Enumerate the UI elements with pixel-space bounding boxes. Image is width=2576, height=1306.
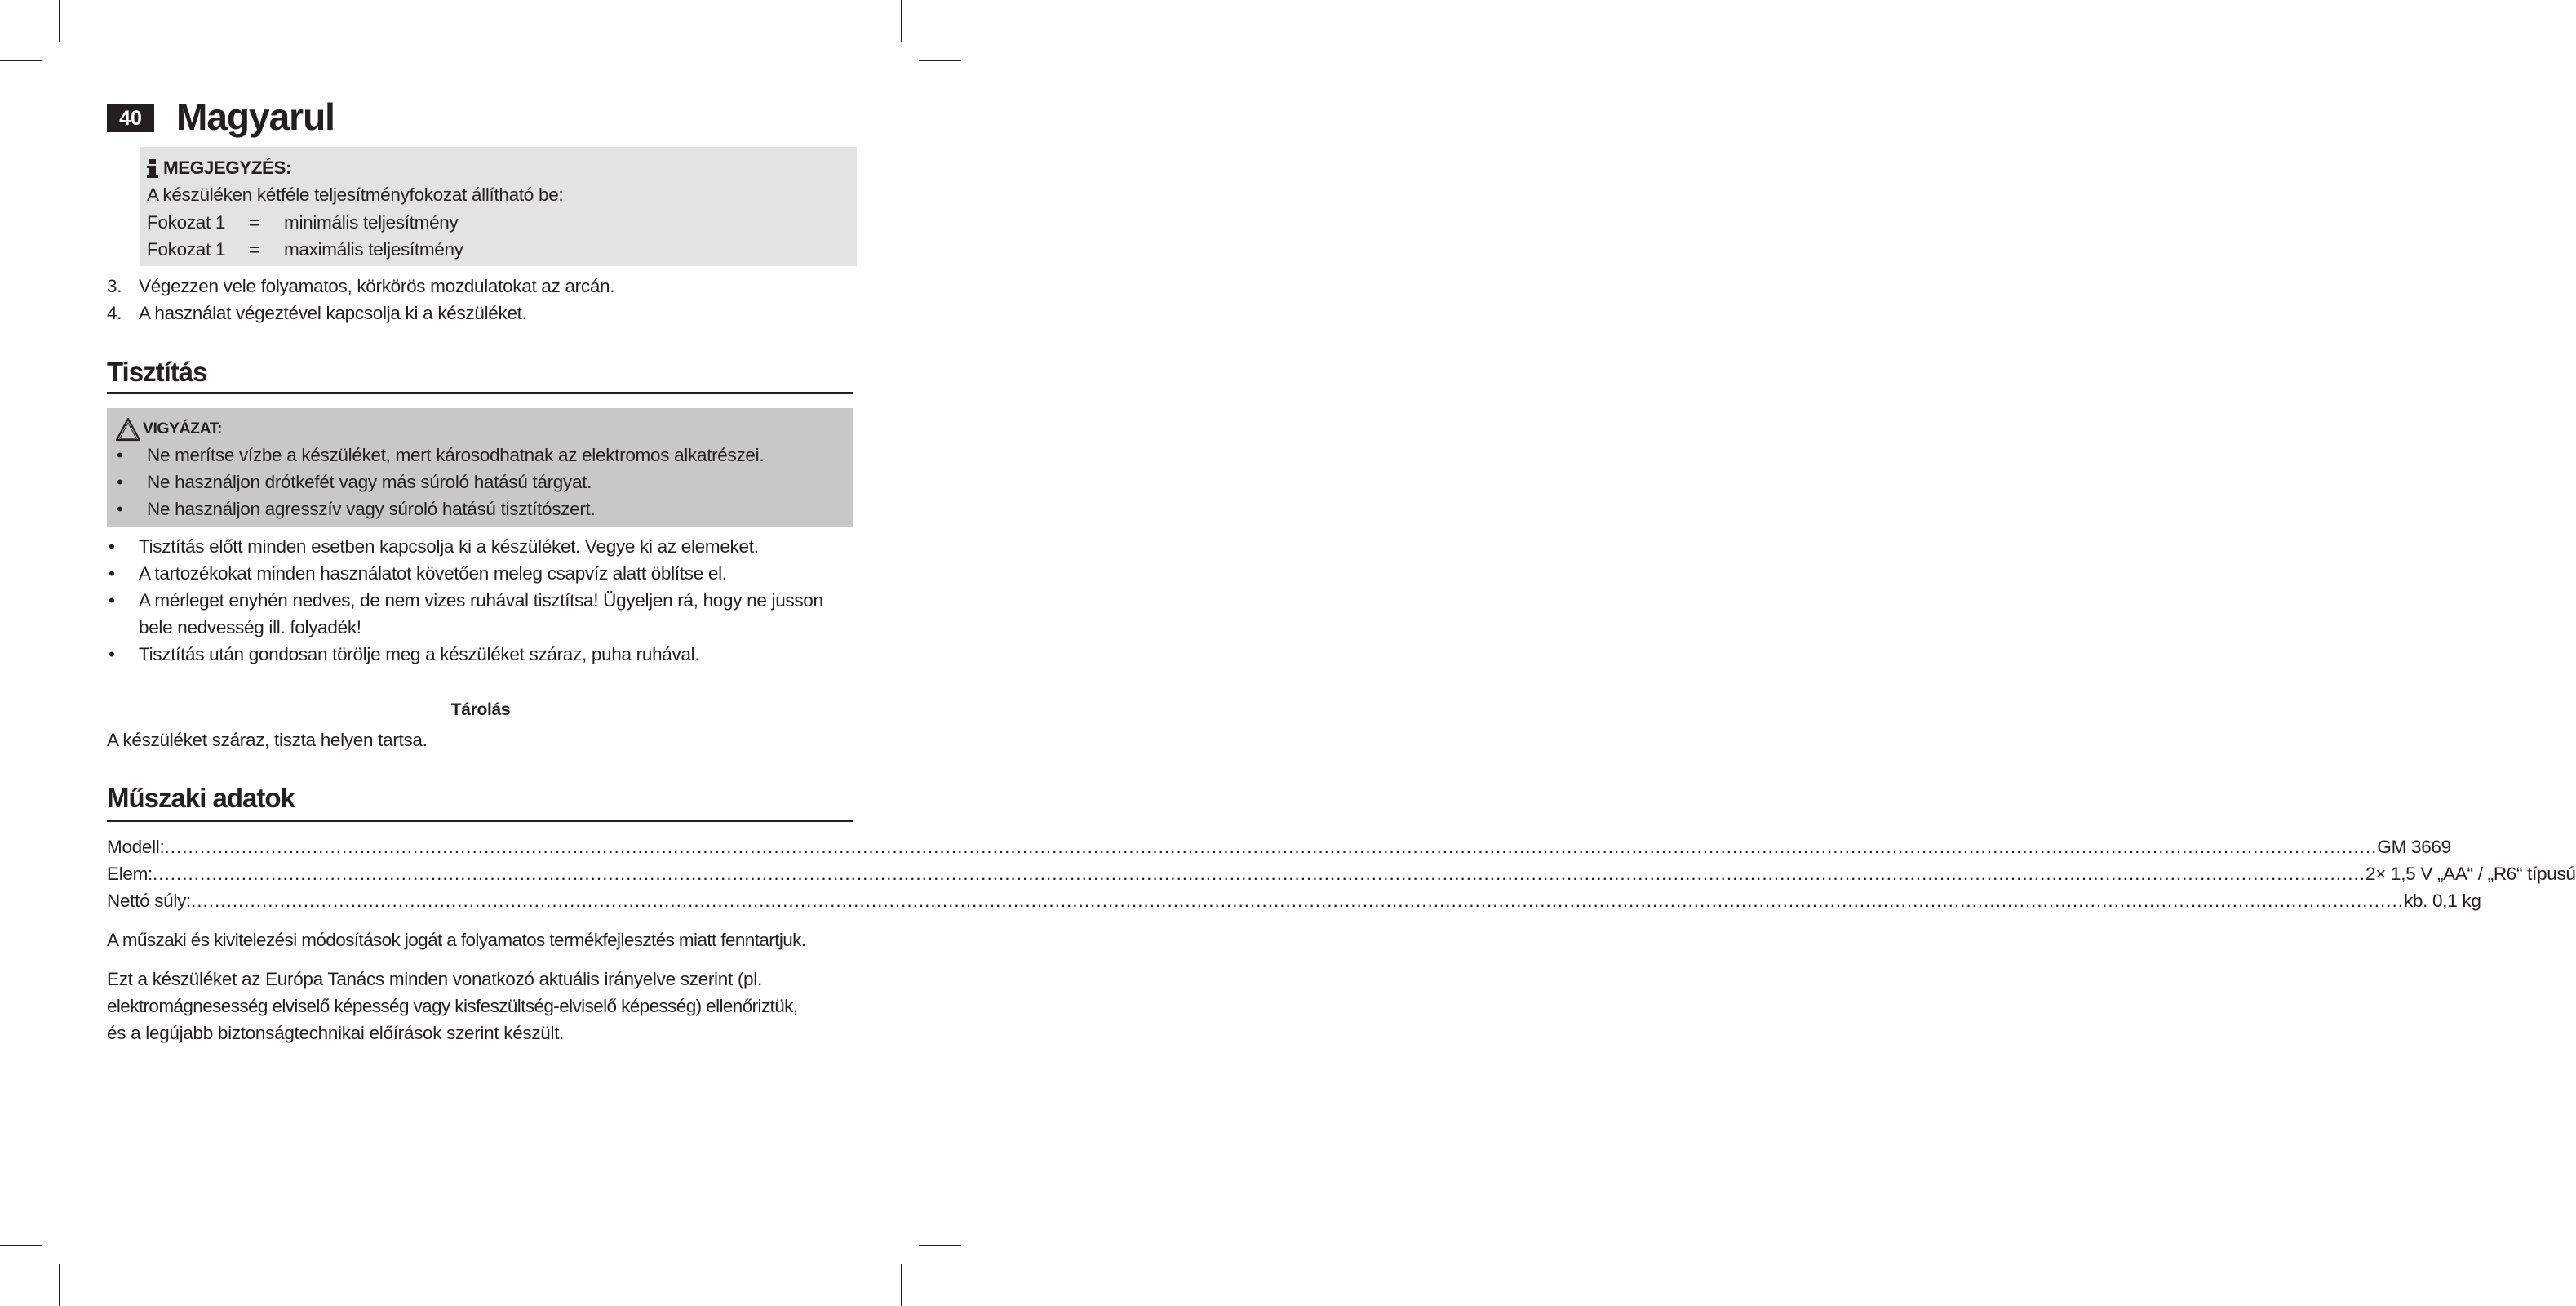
list-item-continuation: bele nedvesség ill. folyadék! — [139, 617, 361, 637]
warning-item: Ne használjon agresszív vagy súroló hatású tisztítószert. — [147, 499, 596, 519]
compliance-line: elektromágnesesség elviselő képesség vagy kisfeszültség-elviselő képesség) ellenőriztük, — [107, 996, 798, 1016]
step-text: A használat végeztével kapcsolja ki a készüléket. — [139, 303, 527, 323]
warning-heading-text: VIGYÁZAT: — [143, 420, 222, 438]
level-desc: minimális teljesítmény — [284, 212, 459, 233]
spec-row — [107, 887, 2481, 914]
crop-mark — [901, 0, 902, 42]
section-title-specs: Műszaki adatok — [107, 783, 295, 813]
crop-mark — [59, 0, 60, 42]
crop-mark — [59, 1264, 60, 1306]
step-number: 3. — [107, 276, 122, 296]
spec-value: kb. 0,1 kg — [2403, 891, 2481, 911]
warning-icon — [115, 417, 141, 442]
bullet-icon: • — [117, 499, 123, 519]
section-rule — [107, 392, 853, 394]
crop-mark — [0, 1245, 42, 1246]
warning-item: Ne használjon drótkefét vagy más súroló hatású tárgyat. — [147, 472, 592, 492]
spec-label: Elem: — [107, 864, 153, 884]
level-label: Fokozat 1 — [147, 239, 226, 260]
section-rule — [107, 820, 853, 822]
note-heading-text: MEGJEGYZÉS: — [163, 158, 292, 178]
bullet-icon: • — [117, 472, 123, 492]
note-intro: A készüléken kétféle teljesítményfokozat állítható be: — [147, 184, 564, 205]
bullet-icon: • — [109, 644, 115, 664]
crop-mark — [919, 1245, 961, 1246]
bullet-icon: • — [109, 563, 115, 584]
step-number: 4. — [107, 303, 122, 323]
bullet-icon: • — [117, 445, 123, 465]
compliance-line: és a legújabb biztonságtechnikai előírások szerint készült. — [107, 1023, 565, 1043]
section-title-cleaning: Tisztítás — [107, 357, 207, 387]
leader-dots: ...................................................................................................................................................................................................................................................................................................................................................................................... — [191, 891, 2404, 911]
spec-value: GM 3669 — [2377, 837, 2451, 857]
crop-mark — [0, 60, 42, 61]
list-item: Tisztítás után gondosan törölje meg a készüléket száraz, puha ruhával. — [139, 644, 700, 664]
spec-value: 2× 1,5 V „AA“ / „R6“ típusú — [2365, 864, 2576, 884]
page-title: Magyarul — [176, 96, 335, 138]
storage-text: A készüléket száraz, tiszta helyen tartsa. — [107, 730, 428, 750]
bullet-icon: • — [109, 590, 115, 611]
spec-label: Modell: — [107, 837, 165, 857]
step-text: Végezzen vele folyamatos, körkörös mozdulatokat az arcán. — [139, 276, 615, 296]
leader-dots: ...................................................................................................................................................................................................................................................................................................................................................................................... — [164, 837, 2378, 857]
crop-mark — [919, 60, 961, 61]
list-item: A tartozékokat minden használatot követően meleg csapvíz alatt öblítse el. — [139, 563, 727, 584]
disclaimer-text: A műszaki és kivitelezési módosítások jogát a folyamatos termékfejlesztés miatt fenntartjuk. — [107, 930, 806, 950]
spec-row — [107, 833, 2451, 860]
list-item: A mérleget enyhén nedves, de nem vizes ruhával tisztítsa! Ügyeljen rá, hogy ne jusson — [139, 590, 823, 611]
level-eq: = — [249, 212, 259, 233]
info-icon — [147, 158, 158, 179]
spec-label: Nettó súly: — [107, 891, 191, 911]
note-heading — [147, 154, 291, 181]
warning-heading — [115, 415, 222, 442]
storage-title: Tárolás — [450, 700, 511, 719]
warning-item: Ne merítse vízbe a készüléket, mert károsodhatnak az elektromos alkatrészei. — [147, 445, 765, 465]
compliance-line: Ezt a készüléket az Európa Tanács minden vonatkozó aktuális irányelve szerint (pl. — [107, 969, 762, 989]
spec-row — [107, 860, 2576, 887]
level-eq: = — [249, 239, 259, 260]
level-label: Fokozat 1 — [147, 212, 226, 233]
leader-dots: ...................................................................................................................................................................................................................................................................................................................................................................................... — [153, 864, 2365, 884]
level-desc: maximális teljesítmény — [284, 239, 463, 260]
page-number: 40 — [107, 104, 154, 132]
list-item: Tisztítás előtt minden esetben kapcsolja ki a készüléket. Vegye ki az elemeket. — [139, 536, 759, 557]
bullet-icon: • — [109, 536, 115, 557]
crop-mark — [901, 1264, 902, 1306]
